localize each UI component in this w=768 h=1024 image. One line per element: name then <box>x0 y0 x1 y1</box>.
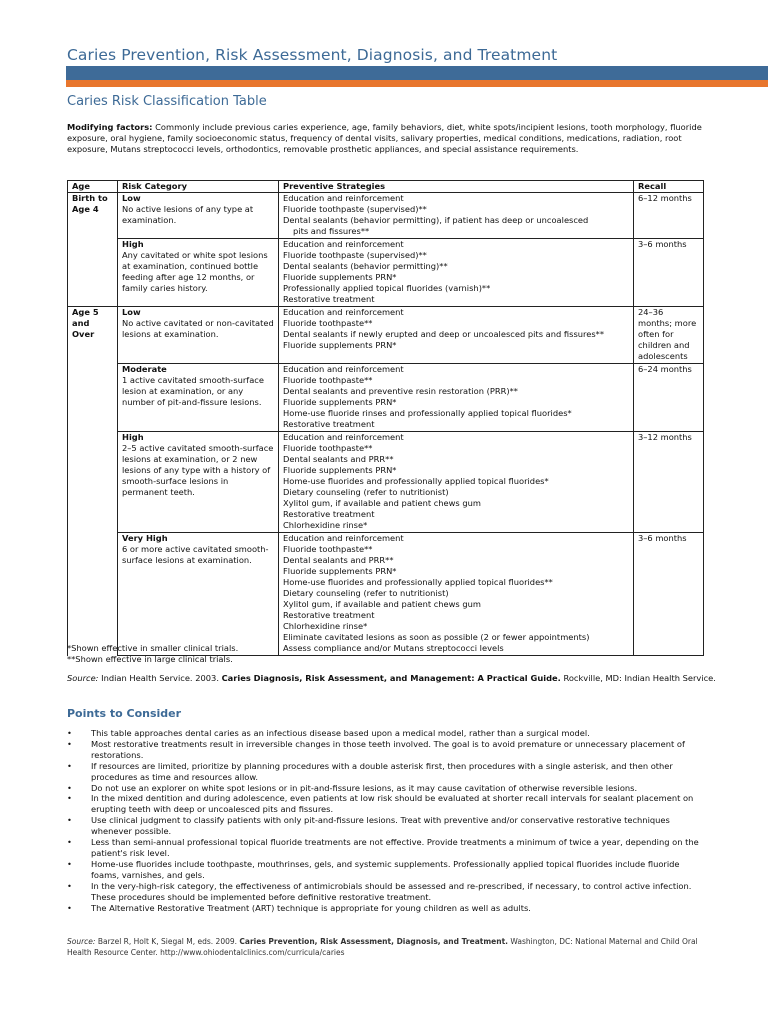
strategy-item: Professionally applied topical fluorides (varnish)** <box>283 283 491 293</box>
recall-cell: 6–24 months <box>634 364 704 432</box>
list-item: • The Alternative Restorative Treatment (ART) technique is appropriate for young children as well as adults. <box>67 903 707 914</box>
risk-category-label: Low <box>122 307 141 317</box>
modifying-factors <box>67 122 717 156</box>
strategy-item: Eliminate cavitated lesions as soon as possible (2 or fewer appointments) <box>283 632 590 642</box>
header-age: Age <box>68 181 118 193</box>
strategy-item: Dietary counseling (refer to nutritionist) <box>283 487 449 497</box>
strategy-item: Education and reinforcement <box>283 432 404 442</box>
strategy-item: Xylitol gum, if available and patient chews gum <box>283 498 481 508</box>
risk-category-description: 2–5 active cavitated smooth-surface lesions at examination, or 2 new lesions of any type with a history of smooth-surface lesions in permanent teeth. <box>122 443 274 497</box>
risk-category-cell <box>118 193 279 239</box>
preventive-strategies-cell <box>279 364 634 432</box>
document-source <box>67 937 707 958</box>
table-row <box>68 307 704 364</box>
table-body <box>68 193 704 656</box>
risk-category-label: Very High <box>122 533 168 543</box>
strategy-item: Fluoride toothpaste (supervised)** <box>283 250 427 260</box>
footnote-double: **Shown effective in large clinical trials. <box>67 654 233 664</box>
table-row <box>68 193 704 239</box>
strategy-item: Home-use fluoride rinses and professionally applied topical fluorides* <box>283 408 572 418</box>
age-cell: Age 5 and Over <box>68 307 118 656</box>
risk-classification-table <box>67 180 704 656</box>
table-row <box>68 239 704 307</box>
table-row <box>68 364 704 432</box>
strategy-item: Xylitol gum, if available and patient chews gum <box>283 599 481 609</box>
strategy-item: Restorative treatment <box>283 294 375 304</box>
table-title: Caries Risk Classification Table <box>67 94 267 109</box>
strategy-item: Fluoride toothpaste** <box>283 318 373 328</box>
source-post: Rockville, MD: Indian Health Service. <box>560 673 716 683</box>
table-header-row <box>68 181 704 193</box>
recall-cell: 3–6 months <box>634 239 704 307</box>
source-pre: Indian Health Service. 2003. <box>98 673 222 683</box>
list-item: • Use clinical judgment to classify patients with only pit-and-fissure lesions. Treat with preventive and/or conservative restorative techniques whenever possible. <box>67 815 707 837</box>
list-item: • This table approaches dental caries as an infectious disease based upon a medical model, rather than a surgical model. <box>67 728 707 739</box>
points-list <box>67 728 707 913</box>
footnote-single: *Shown effective in smaller clinical trials. <box>67 643 239 653</box>
recall-cell: 24–36 months; more often for children and adolescents <box>634 307 704 364</box>
preventive-strategies-cell <box>279 193 634 239</box>
risk-category-cell <box>118 307 279 364</box>
strategy-item: Restorative treatment <box>283 419 375 429</box>
list-item: • In the very-high-risk category, the effectiveness of antimicrobials should be assessed and re-prescribed, if necessary, to control active infection. These procedures should be implemented before definitive restorative treatment. <box>67 881 707 903</box>
header-blue-bar <box>66 66 768 80</box>
strategy-item: Dental sealants if newly erupted and deep or uncoalesced pits and fissures** <box>283 329 604 339</box>
risk-category-description: No active lesions of any type at examination. <box>122 204 254 225</box>
page-title: Caries Prevention, Risk Assessment, Diagnosis, and Treatment <box>67 46 558 64</box>
strategy-item: Fluoride supplements PRN* <box>283 340 397 350</box>
source-title: Caries Diagnosis, Risk Assessment, and Management: A Practical Guide. <box>221 673 561 683</box>
strategy-item: Restorative treatment <box>283 509 375 519</box>
list-item: • If resources are limited, prioritize by planning procedures with a double asterisk first, then procedures with a single asterisk, and then other procedures as time and resources allow. <box>67 761 707 783</box>
risk-category-description: Any cavitated or white spot lesions at examination, continued bottle feeding after age 12 months, or family caries history. <box>122 250 268 293</box>
risk-category-description: No active cavitated or non-cavitated lesions at examination. <box>122 318 274 339</box>
risk-category-label: High <box>122 239 144 249</box>
list-item: • Do not use an explorer on white spot lesions or in pit-and-fissure lesions, as it may cause cavitation of otherwise reversible lesions. <box>67 783 707 794</box>
table-source <box>67 673 717 684</box>
preventive-strategies-cell <box>279 432 634 533</box>
header-orange-bar <box>66 80 768 87</box>
recall-cell: 6–12 months <box>634 193 704 239</box>
preventive-strategies-cell <box>279 533 634 656</box>
list-item: • In the mixed dentition and during adolescence, even patients at low risk should be evaluated at shorter recall intervals for sealant placement on erupting teeth with deep or uncoalesced pits and fissures. <box>67 793 707 815</box>
strategy-item: Fluoride supplements PRN* <box>283 272 397 282</box>
source2-title: Caries Prevention, Risk Assessment, Diagnosis, and Treatment. <box>239 937 509 946</box>
header-preventive-strategies: Preventive Strategies <box>279 181 634 193</box>
risk-category-label: High <box>122 432 144 442</box>
preventive-strategies-cell <box>279 239 634 307</box>
risk-category-cell <box>118 239 279 307</box>
modifying-factors-label: Modifying factors: <box>67 122 153 132</box>
strategy-item: Dental sealants (behavior permitting), if patient has deep or uncoalesced <box>283 215 589 225</box>
risk-category-label: Moderate <box>122 364 167 374</box>
strategy-item: Education and reinforcement <box>283 533 404 543</box>
points-heading: Points to Consider <box>67 707 182 720</box>
table-row <box>68 432 704 533</box>
strategy-item: Fluoride toothpaste (supervised)** <box>283 204 427 214</box>
strategy-item: Education and reinforcement <box>283 193 404 203</box>
footnotes <box>67 643 238 665</box>
table-row <box>68 533 704 656</box>
strategy-item: Dental sealants (behavior permitting)** <box>283 261 448 271</box>
strategy-item: Home-use fluorides and professionally applied topical fluorides* <box>283 476 549 486</box>
strategy-item: Dental sealants and PRR** <box>283 555 394 565</box>
strategy-item: Dental sealants and PRR** <box>283 454 394 464</box>
strategy-item: Restorative treatment <box>283 610 375 620</box>
source-label: Source: <box>67 673 99 683</box>
strategy-item: Chlorhexidine rinse* <box>283 520 368 530</box>
recall-cell: 3–6 months <box>634 533 704 656</box>
strategy-item: Education and reinforcement <box>283 307 404 317</box>
strategy-item: Fluoride supplements PRN* <box>283 566 397 576</box>
strategy-item: Fluoride supplements PRN* <box>283 397 397 407</box>
strategy-item: Home-use fluorides and professionally applied topical fluorides** <box>283 577 553 587</box>
strategy-item: Fluoride toothpaste** <box>283 544 373 554</box>
strategy-item: Dental sealants and preventive resin restoration (PRR)** <box>283 386 518 396</box>
risk-category-description: 6 or more active cavitated smooth-surface lesions at examination. <box>122 544 269 565</box>
strategy-item: Education and reinforcement <box>283 239 404 249</box>
header-risk-category: Risk Category <box>118 181 279 193</box>
risk-category-cell <box>118 364 279 432</box>
risk-category-cell <box>118 432 279 533</box>
strategy-item: Fluoride supplements PRN* <box>283 465 397 475</box>
list-item: • Home-use fluorides include toothpaste, mouthrinses, gels, and systemic supplements. Professionally applied topical fluorides include fluoride foams, varnishes, and gels. <box>67 859 707 881</box>
source2-post: Washington, DC: National Maternal and Child Oral Health Resource Center. http://www.ohiodentalclinics.com/curricula/caries <box>67 937 698 957</box>
modifying-factors-text: Commonly include previous caries experience, age, family behaviors, diet, white spots/incipient lesions, tooth morphology, fluoride exposure, oral hygiene, family socioeconomic status, frequency of dental visits, salivary properties, medical conditions, medications, radiation, root exposure, Mutans streptococci levels, orthodontics, removable prosthetic appliances, and special assistance requirements. <box>67 122 702 155</box>
header-recall: Recall <box>634 181 704 193</box>
strategy-item: Chlorhexidine rinse* <box>283 621 368 631</box>
strategy-item: Education and reinforcement <box>283 364 404 374</box>
recall-cell: 3–12 months <box>634 432 704 533</box>
strategy-item: Fluoride toothpaste** <box>283 443 373 453</box>
list-item: • Less than semi-annual professional topical fluoride treatments are not effective. Provide treatments a minimum of twice a year, depending on the patient's risk level. <box>67 837 707 859</box>
source2-pre: Barzel R, Holt K, Siegal M, eds. 2009. <box>95 937 240 946</box>
risk-category-cell <box>118 533 279 656</box>
strategy-item: Fluoride toothpaste** <box>283 375 373 385</box>
risk-category-label: Low <box>122 193 141 203</box>
strategy-item: Assess compliance and/or Mutans streptococci levels <box>283 643 504 653</box>
preventive-strategies-cell <box>279 307 634 364</box>
risk-category-description: 1 active cavitated smooth-surface lesion at examination, or any number of pit-and-fissure lesions. <box>122 375 264 407</box>
age-cell: Birth to Age 4 <box>68 193 118 307</box>
list-item: • Most restorative treatments result in irreversible changes in those teeth involved. The goal is to avoid premature or unnecessary placement of restorations. <box>67 739 707 761</box>
source2-label: Source: <box>67 937 96 946</box>
strategy-item: Dietary counseling (refer to nutritionist) <box>283 588 449 598</box>
strategy-item: pits and fissures** <box>293 226 370 236</box>
